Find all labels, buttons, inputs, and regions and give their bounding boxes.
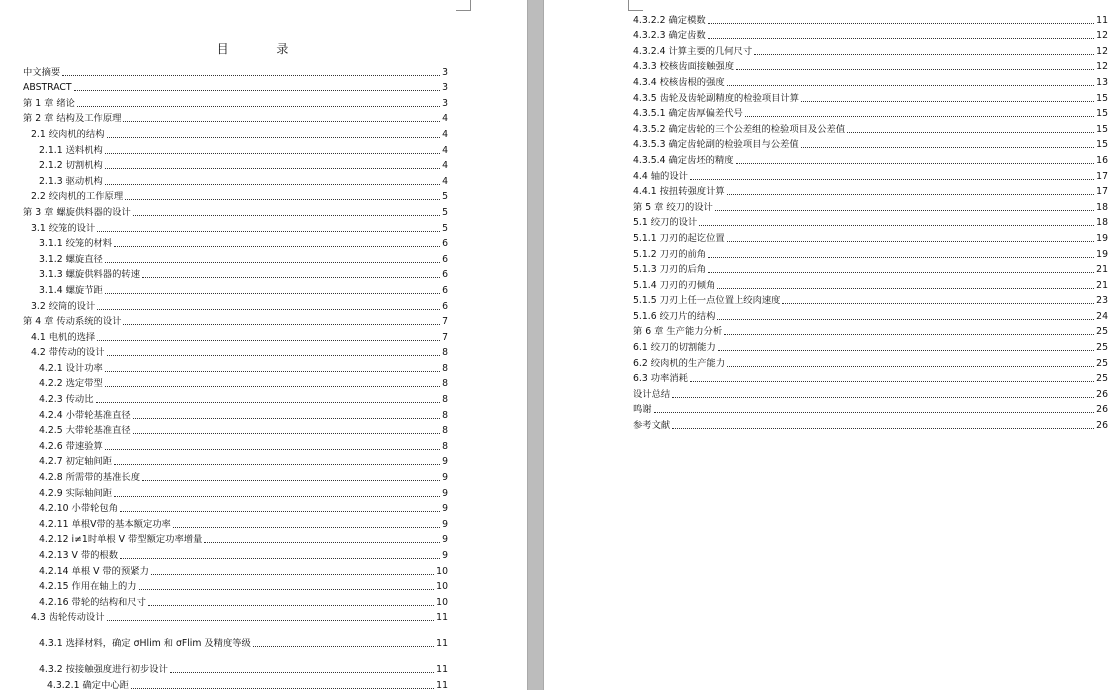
- toc-dot-leader: [847, 132, 1094, 133]
- toc-entry[interactable]: [633, 27, 1108, 43]
- toc-entry[interactable]: [23, 562, 448, 578]
- toc-dot-leader: [718, 350, 1094, 351]
- toc-page-number: 21: [1096, 279, 1108, 291]
- toc-entry-label: 4.3.2.1 确定中心距: [47, 679, 129, 691]
- toc-entry[interactable]: [23, 484, 448, 500]
- toc-dot-leader: [717, 288, 1094, 289]
- toc-entry[interactable]: [23, 63, 448, 79]
- toc-entry[interactable]: [633, 354, 1108, 370]
- toc-page-number: 6: [442, 253, 448, 265]
- toc-entry[interactable]: [23, 344, 448, 360]
- toc-page-number: 4: [442, 175, 448, 187]
- toc-page-number: 11: [436, 612, 448, 624]
- toc-dot-leader: [690, 179, 1094, 180]
- toc-page-number: 17: [1096, 170, 1108, 182]
- toc-list-right: [633, 11, 1108, 432]
- toc-entry-label: 5.1.4 刀刃的刃倾角: [633, 279, 716, 291]
- toc-dot-leader: [745, 116, 1094, 117]
- toc-entry-label: 4.2.3 传动比: [39, 394, 94, 406]
- toc-entry[interactable]: [23, 94, 448, 110]
- crop-mark: [456, 0, 471, 11]
- toc-entry-label: 设计总结: [633, 388, 671, 400]
- toc-dot-leader: [105, 168, 440, 169]
- toc-dot-leader: [736, 69, 1094, 70]
- toc-entry-label: 4.2.12 i≠1时单根 V 带型额定功率增量: [39, 534, 203, 546]
- toc-entry[interactable]: [633, 323, 1108, 339]
- toc-entry-label: 5.1 绞刀的设计: [633, 217, 698, 229]
- toc-list-left: [23, 63, 448, 692]
- toc-dot-leader: [690, 381, 1094, 382]
- toc-page-number: 8: [442, 394, 448, 406]
- toc-page-number: 11: [436, 679, 448, 691]
- toc-page-number: 8: [442, 425, 448, 437]
- toc-dot-leader: [170, 672, 434, 673]
- toc-entry[interactable]: [633, 136, 1108, 152]
- toc-entry[interactable]: [633, 245, 1108, 261]
- toc-entry[interactable]: [633, 73, 1108, 89]
- toc-entry[interactable]: [633, 198, 1108, 214]
- toc-page-number: 11: [1096, 14, 1108, 26]
- toc-entry[interactable]: [633, 307, 1108, 323]
- toc-dot-leader: [107, 355, 441, 356]
- toc-dot-leader: [114, 496, 440, 497]
- toc-dot-leader: [724, 334, 1094, 335]
- toc-dot-leader: [708, 38, 1094, 39]
- toc-dot-leader: [62, 75, 440, 76]
- toc-entry[interactable]: [633, 276, 1108, 292]
- toc-page-number: 5: [442, 191, 448, 203]
- toc-dot-leader: [105, 449, 440, 450]
- toc-entry-label: 4.3.1 选择材料，确定 σHlim 和 σFlim 及精度等级: [39, 638, 251, 650]
- toc-page-number: 7: [442, 331, 448, 343]
- toc-dot-leader: [125, 199, 440, 200]
- toc-entry-label: 4.4 轴的设计: [633, 170, 688, 182]
- toc-dot-leader: [105, 371, 440, 372]
- toc-entry-label: 4.2.5 大带轮基准直径: [39, 425, 131, 437]
- toc-entry[interactable]: [23, 422, 448, 438]
- toc-entry-label: 5.1.2 刀刃的前角: [633, 248, 707, 260]
- toc-entry[interactable]: [23, 500, 448, 516]
- toc-dot-leader: [105, 184, 440, 185]
- toc-page-number: 25: [1096, 357, 1108, 369]
- document-page-right: [544, 0, 1108, 690]
- toc-dot-leader: [97, 231, 440, 232]
- toc-dot-leader: [142, 480, 440, 481]
- toc-entry[interactable]: [633, 120, 1108, 136]
- toc-dot-leader: [120, 558, 440, 559]
- toc-page-number: 7: [442, 316, 448, 328]
- toc-entry-label: 4.2.8 所需带的基准长度: [39, 472, 140, 484]
- toc-dot-leader: [754, 54, 1094, 55]
- toc-dot-leader: [736, 163, 1095, 164]
- toc-page-number: 19: [1096, 248, 1108, 260]
- toc-page-number: 17: [1096, 186, 1108, 198]
- toc-entry-label: 4.3.3 校核齿面接触强度: [633, 61, 734, 73]
- toc-dot-leader: [672, 397, 1094, 398]
- toc-page-number: 16: [1096, 154, 1108, 166]
- toc-dot-leader: [801, 147, 1095, 148]
- toc-entry[interactable]: [633, 183, 1108, 199]
- toc-page-number: 6: [442, 284, 448, 296]
- toc-entry-label: 4.3.5.1 确定齿厚偏差代号: [633, 108, 743, 120]
- toc-page-number: 8: [442, 362, 448, 374]
- toc-entry[interactable]: [23, 219, 448, 235]
- toc-entry-label: 4.2.16 带轮的结构和尺寸: [39, 596, 146, 608]
- document-page-left: [0, 0, 527, 690]
- toc-dot-leader: [114, 246, 440, 247]
- toc-entry[interactable]: [23, 375, 448, 391]
- toc-page-number: 26: [1096, 420, 1108, 432]
- toc-dot-leader: [114, 464, 440, 465]
- toc-page-number: 4: [442, 113, 448, 125]
- toc-page-number: 12: [1096, 30, 1108, 42]
- toc-entry-label: 2.1.2 切割机构: [39, 160, 103, 172]
- toc-page-number: 8: [442, 440, 448, 452]
- toc-page-number: 11: [436, 664, 448, 676]
- toc-dot-leader: [708, 23, 1094, 24]
- toc-title: 目 录: [216, 42, 311, 56]
- toc-page-number: 5: [442, 222, 448, 234]
- toc-entry-label: 4.2.10 小带轮包角: [39, 503, 119, 515]
- toc-entry[interactable]: [633, 58, 1108, 74]
- toc-entry[interactable]: [633, 338, 1108, 354]
- toc-page-number: 18: [1096, 201, 1108, 213]
- toc-entry-label: 4.3 齿轮传动设计: [31, 612, 105, 624]
- toc-entry-label: 5.1.1 刀刃的起讫位置: [633, 232, 725, 244]
- toc-entry-label: 4.2.2 选定带型: [39, 378, 103, 390]
- toc-page-number: 19: [1096, 232, 1108, 244]
- toc-entry[interactable]: [633, 370, 1108, 386]
- toc-dot-leader: [105, 153, 440, 154]
- toc-entry-label: 5.1.5 刀刃上任一点位置上绞肉速度: [633, 295, 781, 307]
- toc-entry-label: 4.2.9 实际轴间距: [39, 487, 113, 499]
- toc-entry[interactable]: [23, 390, 448, 406]
- toc-page-number: 15: [1096, 139, 1108, 151]
- toc-entry[interactable]: [633, 416, 1108, 432]
- toc-dot-leader: [204, 542, 440, 543]
- toc-dot-leader: [654, 412, 1095, 413]
- toc-entry[interactable]: [633, 42, 1108, 58]
- toc-entry-label: 4.2.7 初定轴间距: [39, 456, 113, 468]
- toc-page-number: 12: [1096, 45, 1108, 57]
- toc-dot-leader: [727, 194, 1094, 195]
- toc-entry[interactable]: [23, 515, 448, 531]
- toc-entry-label: 4.3.4 校核齿根的强度: [633, 76, 725, 88]
- toc-page-number: 9: [442, 550, 448, 561]
- toc-entry[interactable]: [633, 385, 1108, 401]
- toc-entry-label: 参考文献: [633, 420, 671, 432]
- toc-entry-label: 4.2.6 带速验算: [39, 440, 103, 452]
- toc-page-number: 3: [442, 82, 448, 94]
- toc-page-number: 4: [442, 160, 448, 172]
- crop-mark: [628, 0, 643, 11]
- toc-dot-leader: [105, 293, 440, 294]
- toc-entry[interactable]: [23, 578, 448, 594]
- toc-page-number: 9: [442, 456, 448, 468]
- toc-entry-label: 4.3.5 齿轮及齿轮副精度的检验项目计算: [633, 92, 800, 104]
- toc-page-number: 4: [442, 128, 448, 140]
- toc-dot-leader: [699, 225, 1094, 226]
- toc-page-number: 15: [1096, 92, 1108, 104]
- toc-dot-leader: [173, 527, 440, 528]
- toc-entry[interactable]: [23, 593, 448, 609]
- toc-entry[interactable]: [23, 453, 448, 469]
- toc-page-number: 8: [442, 347, 448, 359]
- toc-page-number: 18: [1096, 217, 1108, 229]
- toc-dot-leader: [107, 137, 441, 138]
- toc-dot-leader: [708, 272, 1094, 273]
- toc-page-number: 6: [442, 300, 448, 312]
- toc-entry[interactable]: [23, 359, 448, 375]
- toc-page-number: 24: [1096, 310, 1108, 322]
- toc-page-number: 25: [1096, 326, 1108, 338]
- toc-page-number: 3: [442, 97, 448, 109]
- toc-dot-leader: [97, 309, 440, 310]
- toc-page-number: 6: [442, 238, 448, 250]
- toc-dot-leader: [105, 262, 440, 263]
- toc-dot-leader: [782, 303, 1094, 304]
- toc-page-number: 8: [442, 378, 448, 390]
- toc-page-number: 26: [1096, 388, 1108, 400]
- toc-dot-leader: [133, 215, 440, 216]
- toc-entry-label: 4.3.2.3 确定齿数: [633, 30, 706, 42]
- toc-page-number: 23: [1096, 295, 1108, 307]
- toc-page-number: 25: [1096, 373, 1108, 385]
- toc-entry-label: 3.1.1 绞笼的材料: [39, 238, 113, 250]
- toc-dot-leader: [708, 257, 1094, 258]
- toc-dot-leader: [151, 574, 434, 575]
- page-gutter: [527, 0, 544, 690]
- toc-entry-label: 3.1 绞笼的设计: [31, 222, 96, 234]
- toc-page-number: 9: [442, 534, 448, 546]
- toc-page-number: 9: [442, 503, 448, 515]
- toc-entry-label: 4.1 电机的选择: [31, 331, 96, 343]
- toc-entry[interactable]: [23, 437, 448, 453]
- toc-entry-label: 4.2.1 设计功率: [39, 362, 103, 374]
- toc-entry-label: 4.3.2.4 计算主要的几何尺寸: [633, 45, 753, 57]
- toc-page-number: 26: [1096, 404, 1108, 416]
- toc-entry[interactable]: [633, 167, 1108, 183]
- toc-dot-leader: [97, 340, 440, 341]
- toc-entry-label: 3.1.4 螺旋节距: [39, 284, 103, 296]
- toc-entry[interactable]: [23, 141, 448, 157]
- toc-dot-leader: [727, 241, 1094, 242]
- toc-entry[interactable]: [633, 151, 1108, 167]
- toc-entry-label: 6.1 绞刀的切割能力: [633, 342, 716, 354]
- toc-page-number: 10: [436, 596, 448, 608]
- toc-entry-label: 3.1.3 螺旋供料器的转速: [39, 269, 140, 281]
- toc-page-number: 9: [442, 487, 448, 499]
- toc-entry-label: 2.1 绞肉机的结构: [31, 128, 105, 140]
- toc-entry-label: 4.3.5.3 确定齿轮副的检验项目与公差值: [633, 139, 799, 151]
- toc-dot-leader: [715, 210, 1094, 211]
- toc-page-number: 15: [1096, 123, 1108, 135]
- toc-dot-leader: [133, 418, 440, 419]
- toc-dot-leader: [105, 386, 440, 387]
- toc-entry[interactable]: [23, 79, 448, 95]
- toc-dot-leader: [727, 85, 1094, 86]
- toc-dot-leader: [133, 433, 440, 434]
- toc-entry-label: 第 2 章 结构及工作原理: [23, 113, 122, 125]
- toc-entry-label: 3.2 绞筒的设计: [31, 300, 96, 312]
- toc-entry[interactable]: [23, 235, 448, 251]
- toc-page-number: 10: [436, 581, 448, 593]
- toc-entry-label: 第 1 章 绪论: [23, 97, 75, 109]
- toc-dot-leader: [672, 428, 1094, 429]
- toc-dot-leader: [139, 589, 435, 590]
- toc-entry[interactable]: [23, 203, 448, 219]
- toc-entry-label: 4.4.1 按扭转强度计算: [633, 186, 725, 198]
- toc-page-number: 12: [1096, 61, 1108, 73]
- toc-entry-label: 2.2 绞肉机的工作原理: [31, 191, 124, 203]
- toc-entry[interactable]: [23, 468, 448, 484]
- toc-entry-label: 4.2.4 小带轮基准直径: [39, 409, 131, 421]
- toc-entry[interactable]: [633, 105, 1108, 121]
- toc-entry-label: 6.3 功率消耗: [633, 373, 688, 385]
- toc-entry-label: 4.2.11 单根V带的基本额定功率: [39, 518, 171, 530]
- toc-entry[interactable]: [23, 281, 448, 297]
- toc-page-number: 21: [1096, 264, 1108, 276]
- toc-page-number: 13: [1096, 76, 1108, 88]
- toc-entry-label: ABSTRACT: [23, 82, 72, 94]
- toc-entry[interactable]: [23, 406, 448, 422]
- toc-entry-label: 4.2.14 单根 V 带的预紧力: [39, 565, 149, 577]
- toc-entry[interactable]: [23, 157, 448, 173]
- toc-entry[interactable]: [23, 650, 448, 676]
- toc-entry-label: 3.1.2 螺旋直径: [39, 253, 103, 265]
- toc-page-number: 10: [436, 565, 448, 577]
- toc-dot-leader: [96, 402, 441, 403]
- toc-entry-label: 4.2 带传动的设计: [31, 347, 105, 359]
- toc-entry-label: 5.1.3 刀刃的后角: [633, 264, 707, 276]
- toc-entry[interactable]: [23, 266, 448, 282]
- toc-entry[interactable]: [23, 546, 448, 562]
- toc-entry[interactable]: [633, 89, 1108, 105]
- toc-dot-leader: [727, 366, 1094, 367]
- toc-entry-label: 4.3.2.2 确定模数: [633, 14, 706, 26]
- toc-entry[interactable]: [23, 110, 448, 126]
- toc-page-number: 8: [442, 409, 448, 421]
- toc-entry[interactable]: [633, 292, 1108, 308]
- toc-page-number: 6: [442, 269, 448, 281]
- toc-dot-leader: [107, 620, 435, 621]
- toc-entry-label: 5.1.6 绞刀片的结构: [633, 310, 716, 322]
- toc-entry[interactable]: [23, 297, 448, 313]
- toc-dot-leader: [77, 106, 440, 107]
- toc-dot-leader: [148, 605, 434, 606]
- toc-entry[interactable]: [633, 229, 1108, 245]
- toc-entry[interactable]: [23, 172, 448, 188]
- toc-page-number: 11: [436, 638, 448, 650]
- toc-dot-leader: [123, 121, 440, 122]
- toc-entry[interactable]: [633, 11, 1108, 27]
- toc-dot-leader: [131, 688, 434, 689]
- toc-entry-label: 鸣谢: [633, 404, 652, 416]
- toc-entry-label: 第 4 章 传动系统的设计: [23, 316, 122, 328]
- toc-entry[interactable]: [23, 624, 448, 650]
- toc-dot-leader: [142, 277, 440, 278]
- toc-entry[interactable]: [23, 676, 448, 692]
- toc-entry-label: 4.3.5.2 确定齿轮的三个公差组的检验项目及公差值: [633, 123, 846, 135]
- toc-page-number: 9: [442, 518, 448, 530]
- toc-entry[interactable]: [633, 261, 1108, 277]
- toc-page-number: 5: [442, 206, 448, 218]
- toc-page-number: 25: [1096, 342, 1108, 354]
- toc-entry[interactable]: [23, 188, 448, 204]
- toc-entry-label: 第 3 章 螺旋供料器的设计: [23, 206, 131, 218]
- toc-entry-label: 4.3.2 按接触强度进行初步设计: [39, 664, 168, 676]
- toc-entry-label: 6.2 绞肉机的生产能力: [633, 357, 726, 369]
- toc-entry[interactable]: [23, 531, 448, 547]
- toc-entry-label: 4.3.5.4 确定齿坯的精度: [633, 154, 734, 166]
- toc-dot-leader: [74, 90, 440, 91]
- toc-entry-label: 2.1.1 送料机构: [39, 144, 103, 156]
- toc-entry[interactable]: [23, 328, 448, 344]
- toc-page-number: 15: [1096, 108, 1108, 120]
- toc-page-number: 9: [442, 472, 448, 484]
- toc-page-number: 3: [442, 66, 448, 78]
- toc-entry[interactable]: [23, 609, 448, 625]
- toc-entry-label: 中文摘要: [23, 66, 61, 78]
- toc-entry[interactable]: [23, 313, 448, 329]
- toc-entry-label: 4.2.15 作用在轴上的力: [39, 581, 137, 593]
- toc-entry[interactable]: [23, 250, 448, 266]
- toc-dot-leader: [801, 101, 1094, 102]
- toc-dot-leader: [253, 646, 434, 647]
- toc-page-number: 4: [442, 144, 448, 156]
- toc-entry[interactable]: [633, 214, 1108, 230]
- toc-dot-leader: [123, 324, 440, 325]
- toc-dot-leader: [120, 511, 440, 512]
- toc-entry-label: 4.2.13 V 带的根数: [39, 550, 119, 561]
- toc-entry-label: 第 6 章 生产能力分析: [633, 326, 723, 338]
- toc-entry-label: 2.1.3 驱动机构: [39, 175, 103, 187]
- toc-entry[interactable]: [633, 401, 1108, 417]
- toc-dot-leader: [717, 319, 1094, 320]
- toc-entry[interactable]: [23, 125, 448, 141]
- toc-entry-label: 第 5 章 绞刀的设计: [633, 201, 713, 213]
